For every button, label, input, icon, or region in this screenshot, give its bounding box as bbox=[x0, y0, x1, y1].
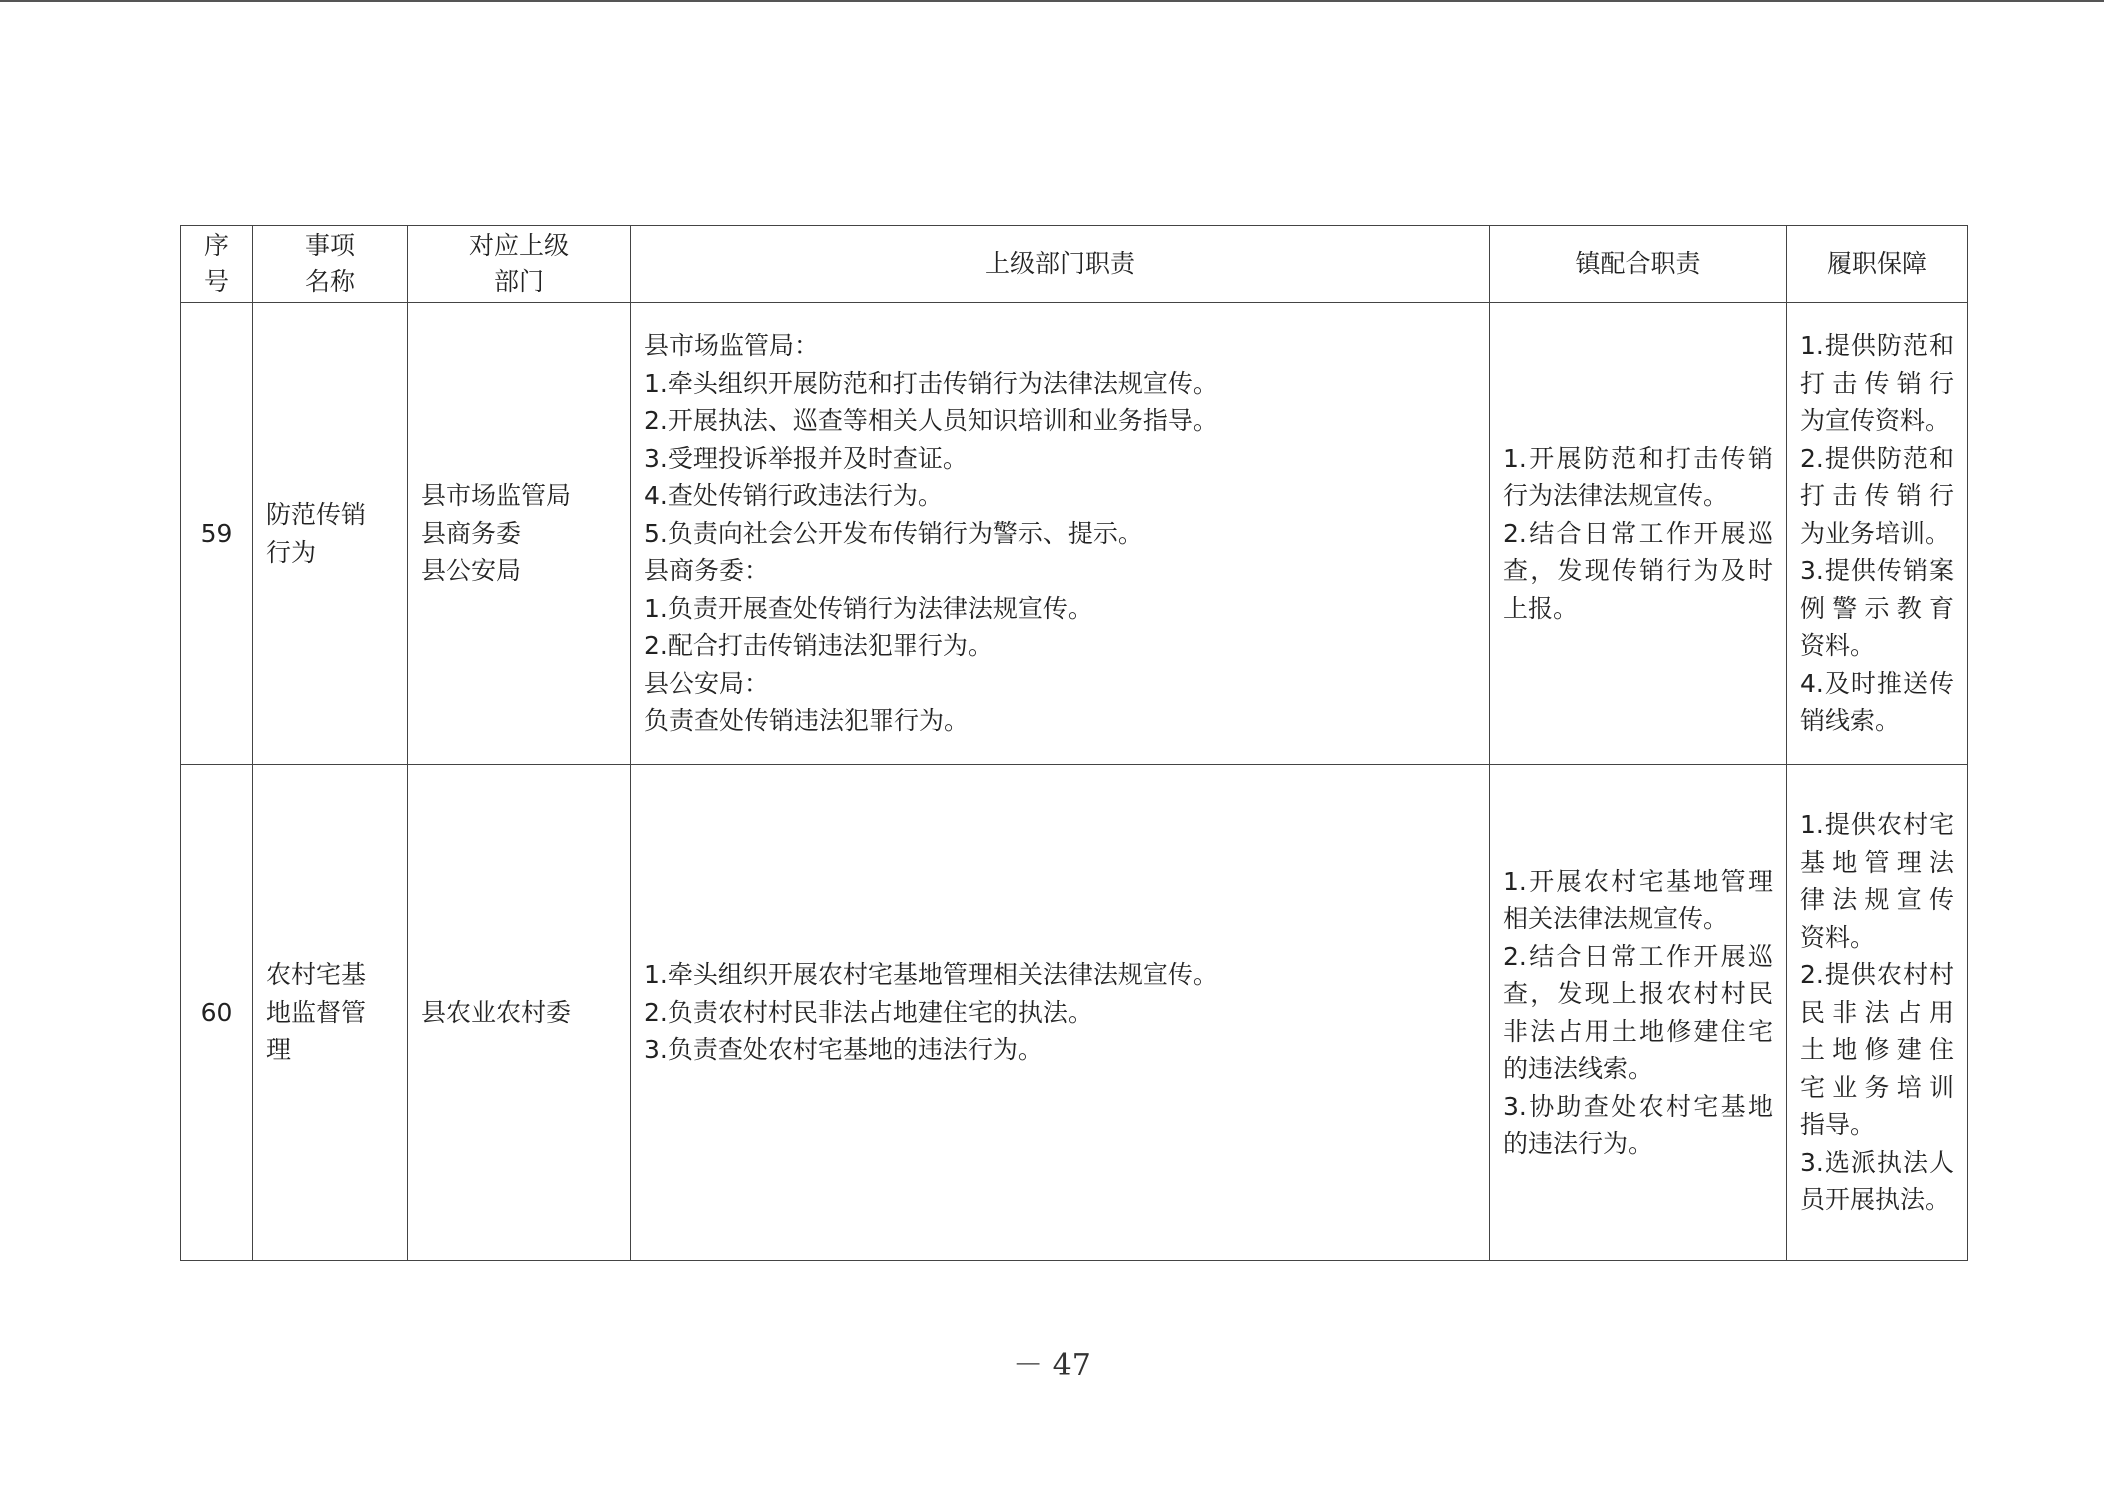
cell-line: 理 bbox=[266, 1035, 292, 1065]
cell-line: 3.提供传销案 bbox=[1800, 556, 1954, 586]
header-dept-line-2: 部门 bbox=[493, 267, 544, 296]
cell-line: 打击传销行 bbox=[1800, 368, 1954, 398]
cell-line: 1.开展防范和打击传销 bbox=[1503, 443, 1773, 473]
support-cell bbox=[1787, 303, 1968, 765]
cell-line: 土地修建住 bbox=[1800, 1035, 1954, 1065]
table-row bbox=[181, 303, 1968, 765]
cell-line: 员开展执法。 bbox=[1800, 1185, 1951, 1215]
item-name-cell bbox=[253, 303, 408, 765]
cell-line: 5.负责向社会公开发布传销行为警示、提示。 bbox=[644, 518, 1143, 548]
cell-line: 4.查处传销行政违法行为。 bbox=[644, 481, 943, 511]
cell-line: 非法占用土地修建住宅 bbox=[1503, 1016, 1773, 1046]
cell-line: 的违法行为。 bbox=[1503, 1129, 1654, 1158]
page-number: － 47 bbox=[1013, 1348, 1091, 1383]
cell-line: 2.提供防范和 bbox=[1800, 443, 1954, 473]
dept-cell bbox=[408, 303, 631, 765]
cell-line: 宅业务培训 bbox=[1800, 1072, 1954, 1102]
cell-line: 民非法占用 bbox=[1800, 997, 1954, 1027]
cell-line: 为宣传资料。 bbox=[1800, 406, 1951, 436]
cell-line: 为业务培训。 bbox=[1800, 518, 1951, 548]
row-number: 60 bbox=[181, 765, 253, 1261]
cell-line: 查，发现上报农村村民 bbox=[1503, 979, 1773, 1008]
cell-line: 县公安局 bbox=[421, 556, 522, 586]
cell-line: 2.负责农村村民非法占地建住宅的执法。 bbox=[644, 997, 1093, 1027]
header-name-line-1: 事项 bbox=[304, 231, 355, 260]
cell-line: 行为 bbox=[266, 537, 317, 567]
cell-line: 1.负责开展查处传销行为法律法规宣传。 bbox=[644, 593, 1093, 623]
header-support: 履职保障 bbox=[1787, 226, 1968, 303]
cell-line: 县农业农村委 bbox=[421, 997, 572, 1027]
header-row bbox=[181, 226, 1968, 303]
support-cell bbox=[1787, 765, 1968, 1261]
cell-line: 行为法律法规宣传。 bbox=[1503, 481, 1729, 511]
cell-line: 县商务委 bbox=[421, 518, 522, 548]
cell-line: 3.负责查处农村宅基地的违法行为。 bbox=[644, 1035, 1043, 1065]
town-duty-cell bbox=[1490, 765, 1787, 1261]
dept-cell bbox=[408, 765, 631, 1261]
cell-line: 1.开展农村宅基地管理 bbox=[1503, 866, 1773, 896]
duty-table bbox=[180, 225, 1968, 1261]
cell-line: 4.及时推送传 bbox=[1800, 668, 1954, 698]
cell-line: 农村宅基 bbox=[266, 960, 367, 990]
cell-line: 地监督管 bbox=[266, 997, 367, 1027]
cell-line: 1.提供防范和 bbox=[1800, 331, 1954, 361]
header-no-line-1: 序 bbox=[203, 231, 229, 260]
cell-line: 查，发现传销行为及时 bbox=[1503, 556, 1773, 586]
cell-line: 基地管理法 bbox=[1800, 847, 1954, 877]
header-town-duty: 镇配合职责 bbox=[1490, 226, 1787, 303]
cell-line: 2.配合打击传销违法犯罪行为。 bbox=[644, 631, 993, 661]
cell-line: 负责查处传销违法犯罪行为。 bbox=[644, 706, 970, 736]
cell-line: 相关法律法规宣传。 bbox=[1503, 904, 1729, 933]
cell-line: 律法规宣传 bbox=[1800, 885, 1954, 915]
top-border-line bbox=[0, 0, 2104, 2]
item-name-cell bbox=[253, 765, 408, 1261]
upper-duty-cell bbox=[631, 765, 1490, 1261]
cell-line: 的违法线索。 bbox=[1503, 1054, 1654, 1083]
cell-line: 资料。 bbox=[1800, 922, 1876, 952]
header-name bbox=[253, 226, 408, 303]
cell-line: 县市场监管局： bbox=[644, 331, 820, 361]
cell-line: 3.受理投诉举报并及时查证。 bbox=[644, 443, 968, 473]
cell-line: 3.选派执法人 bbox=[1800, 1147, 1954, 1177]
cell-line: 县公安局： bbox=[644, 668, 770, 698]
cell-line: 打击传销行 bbox=[1800, 481, 1954, 511]
cell-line: 1.牵头组织开展农村宅基地管理相关法律法规宣传。 bbox=[644, 960, 1218, 990]
cell-line: 县商务委： bbox=[644, 556, 770, 586]
header-dept-line-1: 对应上级 bbox=[468, 231, 569, 260]
town-duty-cell bbox=[1490, 303, 1787, 765]
cell-line: 指导。 bbox=[1800, 1110, 1876, 1140]
header-no bbox=[181, 226, 253, 303]
header-upper-duty: 上级部门职责 bbox=[631, 226, 1490, 303]
cell-line: 2.结合日常工作开展巡 bbox=[1503, 941, 1773, 971]
upper-duty-cell bbox=[631, 303, 1490, 765]
cell-line: 销线索。 bbox=[1800, 706, 1901, 736]
cell-line: 上报。 bbox=[1503, 593, 1579, 623]
cell-line: 资料。 bbox=[1800, 631, 1876, 661]
header-name-line-2: 名称 bbox=[304, 267, 355, 296]
cell-line: 1.提供农村宅 bbox=[1800, 810, 1954, 840]
cell-line: 2.提供农村村 bbox=[1800, 960, 1954, 990]
cell-line: 例警示教育 bbox=[1800, 593, 1954, 623]
header-no-line-2: 号 bbox=[203, 267, 229, 296]
cell-line: 2.结合日常工作开展巡 bbox=[1503, 518, 1773, 548]
cell-line: 防范传销 bbox=[266, 500, 367, 529]
cell-line: 1.牵头组织开展防范和打击传销行为法律法规宣传。 bbox=[644, 368, 1218, 398]
row-number: 59 bbox=[181, 303, 253, 765]
cell-line: 县市场监管局 bbox=[421, 481, 572, 511]
header-dept bbox=[408, 226, 631, 303]
cell-line: 2.开展执法、巡查等相关人员知识培训和业务指导。 bbox=[644, 406, 1218, 436]
table-row bbox=[181, 765, 1968, 1261]
cell-line: 3.协助查处农村宅基地 bbox=[1503, 1091, 1773, 1121]
